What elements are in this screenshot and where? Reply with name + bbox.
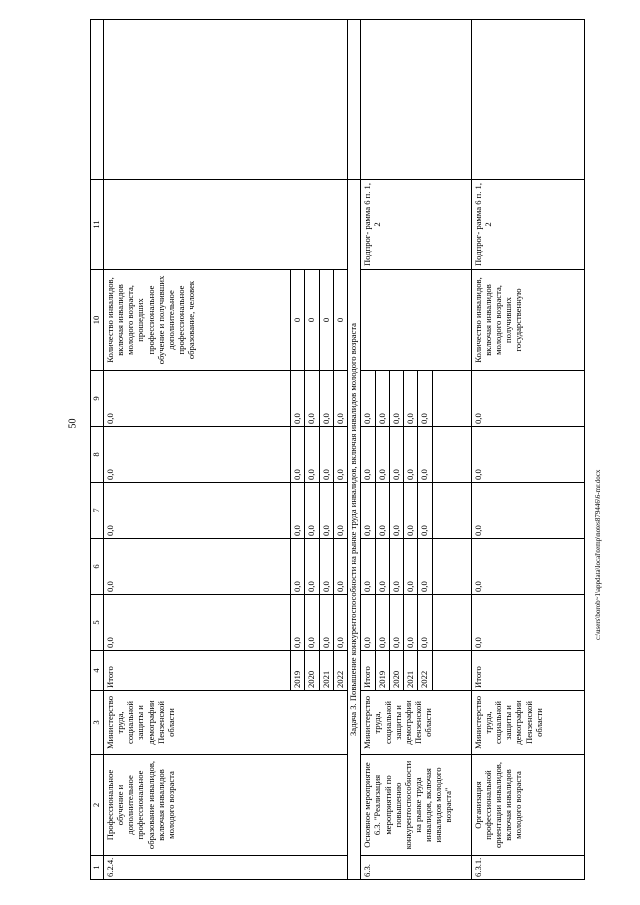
- year-cell: 2019: [375, 651, 389, 691]
- measure-name: Основное мероприятие 6.3. "Реализация мероприятий по повышению конкурентоспособности на рынке труда инвалидов, включая инвалидов молодого возраста": [361, 755, 472, 856]
- rotated-table-area: [90, 20, 585, 880]
- value-cell: 0,0: [333, 539, 347, 595]
- blank-cell: [91, 20, 104, 180]
- header-cell: 4: [91, 651, 104, 691]
- program-table: [90, 19, 585, 880]
- blank-cell: [432, 539, 471, 595]
- value-cell: 0,0: [104, 483, 291, 539]
- row-number: 6.3.: [361, 856, 472, 880]
- value-cell: 0,0: [361, 595, 375, 651]
- value-cell: 0,0: [291, 539, 305, 595]
- year-cell: 2021: [404, 651, 418, 691]
- subprogram-ref: Подпрог- рамма 6 п. 1, 2: [361, 180, 472, 270]
- value-cell: 0,0: [305, 483, 319, 539]
- indicator-name: Количество инвалидов, включая инвалидов молодого возраста, получивших государственную: [471, 270, 584, 371]
- measure-name: Организация профессиональной ориентации инвалидов, включая инвалидов молодого возраста: [471, 755, 584, 856]
- rotated-table-container: [90, 20, 585, 880]
- value-cell: 0,0: [291, 371, 305, 427]
- header-cell: 11: [91, 180, 104, 270]
- value-cell: 0,0: [305, 539, 319, 595]
- header-row: [91, 20, 104, 880]
- value-cell: 0,0: [418, 427, 432, 483]
- header-cell: 8: [91, 427, 104, 483]
- header-cell: 3: [91, 691, 104, 755]
- value-cell: 0,0: [418, 371, 432, 427]
- row-number: 6.3.1.: [471, 856, 584, 880]
- value-cell: 0,0: [319, 371, 333, 427]
- value-cell: 0,0: [389, 483, 403, 539]
- blank-cell: [361, 270, 472, 371]
- row-number: 6.2.4.: [104, 856, 348, 880]
- value-cell: 0,0: [375, 371, 389, 427]
- task-row: [348, 20, 361, 880]
- value-cell: 0,0: [333, 483, 347, 539]
- year-cell: 2020: [389, 651, 403, 691]
- executor: Министерство труда, социальной защиты и демографии Пензенской области: [471, 691, 584, 755]
- value-cell: 0,0: [389, 427, 403, 483]
- value-cell: 0,0: [375, 427, 389, 483]
- value-cell: 0,0: [104, 371, 291, 427]
- value-cell: 0,0: [361, 427, 375, 483]
- executor: Министерство труда, социальной защиты и демографии Пензенской области: [104, 691, 348, 755]
- header-cell: 5: [91, 595, 104, 651]
- blank-cell: [432, 427, 471, 483]
- header-cell: 2: [91, 755, 104, 856]
- value-cell: 0,0: [319, 595, 333, 651]
- value-cell: 0,0: [375, 539, 389, 595]
- year-cell: Итого: [471, 651, 584, 691]
- value-cell: 0,0: [104, 427, 291, 483]
- measure-name: Профессиональное обучение и дополнительное профессиональное образование инвалидов, включая инвалидов молодого возраста: [104, 755, 348, 856]
- indicator-value: 0: [333, 270, 347, 371]
- value-cell: 0,0: [291, 595, 305, 651]
- blank-cell: [104, 180, 348, 270]
- year-cell: 2021: [319, 651, 333, 691]
- header-cell: 1: [91, 856, 104, 880]
- value-cell: 0,0: [471, 371, 584, 427]
- value-cell: 0,0: [333, 371, 347, 427]
- value-cell: 0,0: [291, 427, 305, 483]
- year-cell: 2022: [418, 651, 432, 691]
- blank-cell: [348, 20, 361, 180]
- blank-cell: [432, 371, 471, 427]
- value-cell: 0,0: [291, 483, 305, 539]
- blank-cell: [471, 20, 584, 180]
- indicator-value: 0: [305, 270, 319, 371]
- table-row-6-3: [361, 20, 375, 880]
- value-cell: 0,0: [471, 595, 584, 651]
- value-cell: 0,0: [305, 595, 319, 651]
- value-cell: 0,0: [418, 595, 432, 651]
- value-cell: 0,0: [389, 539, 403, 595]
- value-cell: 0,0: [305, 427, 319, 483]
- year-cell: 2019: [291, 651, 305, 691]
- value-cell: 0,0: [404, 539, 418, 595]
- header-cell: 10: [91, 270, 104, 371]
- value-cell: 0,0: [333, 595, 347, 651]
- header-cell: 7: [91, 483, 104, 539]
- value-cell: 0,0: [319, 427, 333, 483]
- year-cell: Итого: [104, 651, 291, 691]
- value-cell: 0,0: [471, 483, 584, 539]
- value-cell: 0,0: [361, 371, 375, 427]
- page-number: 50: [67, 418, 79, 429]
- header-cell: 6: [91, 539, 104, 595]
- value-cell: 0,0: [404, 483, 418, 539]
- value-cell: 0,0: [375, 483, 389, 539]
- task-title: Задача 3. Повышение конкурентоспособности на рынке труда инвалидов, включая инвалидов молодого возраста: [348, 180, 361, 880]
- value-cell: 0,0: [361, 483, 375, 539]
- value-cell: 0,0: [418, 539, 432, 595]
- year-cell: Итого: [361, 651, 375, 691]
- value-cell: 0,0: [104, 595, 291, 651]
- table-row-6-3-1: [471, 20, 584, 880]
- blank-cell: [432, 651, 471, 691]
- footer-path: c:\users\borob~1\appdata\local\temp\notes879446\6-mr.docx: [594, 469, 602, 640]
- value-cell: 0,0: [389, 595, 403, 651]
- value-cell: 0,0: [471, 427, 584, 483]
- value-cell: 0,0: [389, 371, 403, 427]
- blank-cell: [104, 20, 348, 180]
- blank-cell: [432, 595, 471, 651]
- value-cell: 0,0: [361, 539, 375, 595]
- executor: Министерство труда, социальной защиты и демографии Пензенской области: [361, 691, 472, 755]
- value-cell: 0,0: [471, 539, 584, 595]
- value-cell: 0,0: [375, 595, 389, 651]
- subprogram-ref: Подпрог- рамма 6 п. 1, 2: [471, 180, 584, 270]
- blank-cell: [361, 20, 472, 180]
- indicator-value: 0: [291, 270, 305, 371]
- value-cell: 0,0: [319, 539, 333, 595]
- value-cell: 0,0: [418, 483, 432, 539]
- value-cell: 0,0: [404, 427, 418, 483]
- indicator-value: 0: [319, 270, 333, 371]
- value-cell: 0,0: [319, 483, 333, 539]
- year-cell: 2022: [333, 651, 347, 691]
- blank-cell: [432, 483, 471, 539]
- indicator-name: Количество инвалидов, включая инвалидов молодого возраста, прошедших профессиональное обучение и получивших дополнительное профессиональное образование, человек: [104, 270, 291, 371]
- value-cell: 0,0: [305, 371, 319, 427]
- value-cell: 0,0: [333, 427, 347, 483]
- value-cell: 0,0: [404, 371, 418, 427]
- year-cell: 2020: [305, 651, 319, 691]
- value-cell: 0,0: [104, 539, 291, 595]
- header-cell: 9: [91, 371, 104, 427]
- table-row-6-2-4: [104, 20, 291, 880]
- value-cell: 0,0: [404, 595, 418, 651]
